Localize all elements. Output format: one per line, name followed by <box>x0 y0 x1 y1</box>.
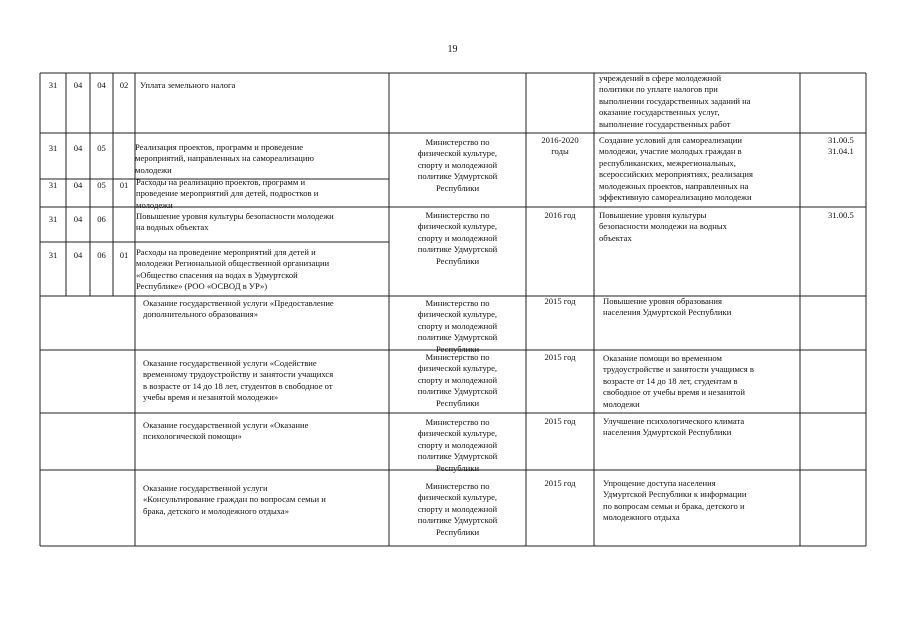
code-cell: 04 <box>97 80 106 90</box>
expected-result: Оказание помощи во временном трудоустройстве и занятости учащимся в возрасте от 14 до 18 лет, студентам в свободное от учебы время и незанятой молодежи <box>603 353 754 409</box>
code-cell: 01 <box>119 180 129 190</box>
code-cell: 06 <box>97 250 106 260</box>
code-cell: 06 <box>97 214 106 224</box>
expected-result: учреждений в сфере молодежной политики по уплате налогов при выполнении государственных заданий на оказание государственных услуг, выполнение государственных работ <box>599 73 751 129</box>
executor: Министерство по физической культуре, спорту и молодежной политике Удмуртской Республики <box>417 481 498 537</box>
measure-name: Повышение уровня культуры безопасности молодежи на водных объектах <box>136 211 334 233</box>
code-cell: 31 <box>48 143 58 153</box>
code-cell: 04 <box>73 80 83 90</box>
measure-name: Расходы на реализацию проектов, программ и проведение мероприятий для детей, подростков и молодежи <box>136 177 319 210</box>
code-cell: 04 <box>73 143 83 153</box>
code-cell: 04 <box>73 214 83 224</box>
period: 2015 год <box>544 478 576 488</box>
measure-name: Расходы на проведение мероприятий для детей и молодежи Региональной общественной организации «Общество спасения на водах в Удмуртской Республике» (РОО «ОСВОД в УР») <box>136 247 330 292</box>
period: 2016 год <box>544 210 576 220</box>
period: 2016-2020 годы <box>541 135 579 157</box>
period: 2015 год <box>544 416 576 426</box>
measure-name: Оказание государственной услуги «Предоставление дополнительного образования» <box>143 298 334 320</box>
executor: Министерство по физической культуре, спорту и молодежной политике Удмуртской Республики <box>417 210 498 266</box>
measure-name: Уплата земельного налога <box>140 80 236 90</box>
code-cell: 04 <box>73 180 83 190</box>
code-cell: 04 <box>73 250 83 260</box>
measure-name: Оказание государственной услуги «Содействие временному трудоустройству и занятости учащихся в возрасте от 14 до 18 лет, студентов в свободное от учебы время и незанятой молодежи» <box>143 358 334 403</box>
expected-result: Повышение уровня культуры безопасности молодежи на водных объектах <box>599 210 727 243</box>
executor: Министерство по физической культуре, спорту и молодежной политике Удмуртской Республики <box>417 417 498 473</box>
code-cell: 05 <box>97 143 106 153</box>
period: 2015 год <box>544 352 576 362</box>
measure-name: Реализация проектов, программ и проведение мероприятий, направленных на самореализацию молодежи <box>135 142 314 175</box>
measure-name: Оказание государственной услуги «Оказание психологической помощи» <box>143 420 309 442</box>
page-number: 19 <box>447 44 458 55</box>
expected-result: Повышение уровня образования населения Удмуртской Республики <box>603 296 732 318</box>
code-cell: 31 <box>48 80 58 90</box>
expected-result: Улучшение психологического климата населения Удмуртской Республики <box>603 416 745 438</box>
executor: Министерство по физической культуре, спорту и молодежной политике Удмуртской Республики <box>417 298 498 354</box>
expected-result: Создание условий для самореализации молодежи, участие молодых граждан в республиканских, межрегиональных, всероссийских мероприятиях, реализация молодежных проектов, направленных на эффективную самореализацию молодежи <box>599 135 753 203</box>
period: 2015 год <box>544 296 576 306</box>
code-cell: 02 <box>119 80 129 90</box>
expected-result: Упрощение доступа населения Удмуртской Республики к информации по вопросам семьи и брака, детского и молодежного отдыха <box>603 478 747 523</box>
code-cell: 31 <box>48 214 58 224</box>
measure-name: Оказание государственной услуги «Консультирование граждан по вопросам семьи и брака, детского и молодежного отдыха» <box>143 483 326 516</box>
code-cell: 31 <box>48 180 58 190</box>
code-cell: 05 <box>97 180 106 190</box>
executor: Министерство по физической культуре, спорту и молодежной политике Удмуртской Республики <box>417 137 498 193</box>
indicator-codes: 31.00.5 <box>828 210 854 220</box>
indicator-codes: 31.00.5 31.04.1 <box>828 135 854 157</box>
executor: Министерство по физической культуре, спорту и молодежной политике Удмуртской Республики <box>417 352 498 408</box>
code-cell: 01 <box>119 250 129 260</box>
code-cell: 31 <box>48 250 58 260</box>
